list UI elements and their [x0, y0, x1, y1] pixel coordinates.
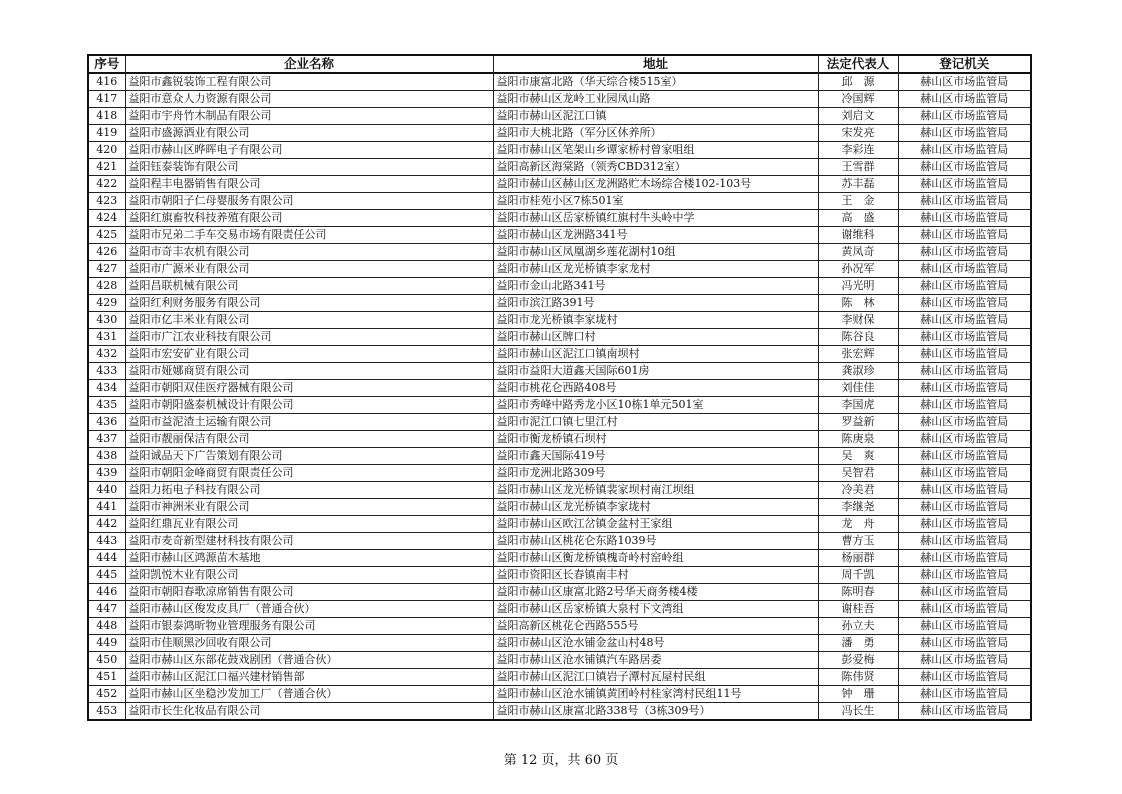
cell-rep: 冷美君 [818, 482, 898, 499]
cell-authority: 赫山区市场监管局 [898, 516, 1031, 533]
cell-seq: 441 [88, 499, 125, 516]
table-row [88, 499, 1031, 516]
cell-address: 益阳市鑫天国际419号 [493, 448, 818, 465]
cell-seq: 452 [88, 686, 125, 703]
table-row [88, 516, 1031, 533]
cell-seq: 446 [88, 584, 125, 601]
cell-rep: 周千凯 [818, 567, 898, 584]
cell-rep: 李彩连 [818, 142, 898, 159]
table-row [88, 91, 1031, 108]
cell-address: 益阳市泥江口镇七里江村 [493, 414, 818, 431]
header-seq: 序号 [88, 55, 125, 73]
table-row [88, 295, 1031, 312]
cell-authority: 赫山区市场监管局 [898, 601, 1031, 618]
cell-rep: 李财保 [818, 312, 898, 329]
cell-address: 益阳市桂苑小区7栋501室 [493, 193, 818, 210]
cell-seq: 426 [88, 244, 125, 261]
cell-rep: 邱 源 [818, 73, 898, 91]
header-address: 地址 [493, 55, 818, 73]
cell-authority: 赫山区市场监管局 [898, 414, 1031, 431]
cell-seq: 453 [88, 703, 125, 721]
cell-seq: 447 [88, 601, 125, 618]
cell-address: 益阳市赫山区衡龙桥镇槐奇岭村窑岭组 [493, 550, 818, 567]
cell-address: 益阳市赫山区泥江口镇岩子潭村瓦屋村民组 [493, 669, 818, 686]
table-row [88, 397, 1031, 414]
cell-name: 益阳昌联机械有限公司 [125, 278, 493, 295]
cell-rep: 孙况军 [818, 261, 898, 278]
cell-seq: 449 [88, 635, 125, 652]
cell-seq: 433 [88, 363, 125, 380]
cell-address: 益阳市赫山区赫山区龙洲路贮木场综合楼102-103号 [493, 176, 818, 193]
cell-address: 益阳市赫山区泥江口镇南坝村 [493, 346, 818, 363]
cell-name: 益阳市宇舟竹木制品有限公司 [125, 108, 493, 125]
table-row [88, 567, 1031, 584]
cell-name: 益阳红旗畜牧科技养殖有限公司 [125, 210, 493, 227]
cell-address: 益阳市赫山区凤凰湖乡莲花湖村10组 [493, 244, 818, 261]
cell-name: 益阳市兄弟二手车交易市场有限责任公司 [125, 227, 493, 244]
table-row [88, 652, 1031, 669]
cell-rep: 刘启文 [818, 108, 898, 125]
cell-rep: 彭爱梅 [818, 652, 898, 669]
cell-seq: 429 [88, 295, 125, 312]
cell-authority: 赫山区市场监管局 [898, 533, 1031, 550]
cell-name: 益阳市朝阳子仁母婴服务有限公司 [125, 193, 493, 210]
table-row [88, 312, 1031, 329]
cell-address: 益阳市赫山区沧水铺镇黄团岭村桂家湾村民组11号 [493, 686, 818, 703]
cell-address: 益阳市赫山区欧江岔镇金盆村王家组 [493, 516, 818, 533]
table-header-row [88, 55, 1031, 73]
cell-seq: 445 [88, 567, 125, 584]
cell-address: 益阳高新区海棠路（领秀CBD312室） [493, 159, 818, 176]
cell-name: 益阳诚品天下广告策划有限公司 [125, 448, 493, 465]
table-row [88, 618, 1031, 635]
cell-address: 益阳市金山北路341号 [493, 278, 818, 295]
cell-rep: 钟 珊 [818, 686, 898, 703]
cell-address: 益阳市赫山区康富北路2号华天商务楼4楼 [493, 584, 818, 601]
table-row [88, 73, 1031, 91]
table-row [88, 227, 1031, 244]
cell-rep: 冷国辉 [818, 91, 898, 108]
cell-address: 益阳市大桃北路（军分区休养所） [493, 125, 818, 142]
cell-address: 益阳市资阳区长春镇南丰村 [493, 567, 818, 584]
cell-address: 益阳市赫山区岳家桥镇红旗村牛头岭中学 [493, 210, 818, 227]
cell-seq: 442 [88, 516, 125, 533]
cell-rep: 潘 勇 [818, 635, 898, 652]
cell-name: 益阳市银泰鸿昕物业管理服务有限公司 [125, 618, 493, 635]
cell-name: 益阳力拓电子科技有限公司 [125, 482, 493, 499]
cell-authority: 赫山区市场监管局 [898, 329, 1031, 346]
cell-name: 益阳市麦奇新型建材科技有限公司 [125, 533, 493, 550]
cell-name: 益阳市赫山区泥江口福兴建材销售部 [125, 669, 493, 686]
cell-seq: 418 [88, 108, 125, 125]
cell-address: 益阳市龙洲北路309号 [493, 465, 818, 482]
cell-rep: 吴智君 [818, 465, 898, 482]
table-row [88, 635, 1031, 652]
cell-address: 益阳市赫山区康富北路338号（3栋309号） [493, 703, 818, 721]
page-number: 第 12 页，共 60 页 [503, 753, 619, 768]
cell-authority: 赫山区市场监管局 [898, 159, 1031, 176]
cell-rep: 谢桂吾 [818, 601, 898, 618]
cell-authority: 赫山区市场监管局 [898, 125, 1031, 142]
cell-name: 益阳市朝阳春歌凉席销售有限公司 [125, 584, 493, 601]
cell-name: 益阳市神洲米业有限公司 [125, 499, 493, 516]
cell-seq: 424 [88, 210, 125, 227]
cell-seq: 444 [88, 550, 125, 567]
cell-rep: 冯长生 [818, 703, 898, 721]
table-row [88, 414, 1031, 431]
table-row [88, 465, 1031, 482]
table-row [88, 176, 1031, 193]
cell-seq: 419 [88, 125, 125, 142]
cell-authority: 赫山区市场监管局 [898, 91, 1031, 108]
table-row [88, 431, 1031, 448]
cell-seq: 431 [88, 329, 125, 346]
cell-rep: 罗益新 [818, 414, 898, 431]
table-row [88, 329, 1031, 346]
table-row [88, 482, 1031, 499]
table-row [88, 669, 1031, 686]
cell-authority: 赫山区市场监管局 [898, 703, 1031, 721]
table-row [88, 244, 1031, 261]
cell-name: 益阳市鑫锐装饰工程有限公司 [125, 73, 493, 91]
table-row [88, 261, 1031, 278]
cell-seq: 434 [88, 380, 125, 397]
cell-rep: 龚淑珍 [818, 363, 898, 380]
cell-authority: 赫山区市场监管局 [898, 499, 1031, 516]
cell-name: 益阳市亿丰米业有限公司 [125, 312, 493, 329]
cell-name: 益阳钰泰装饰有限公司 [125, 159, 493, 176]
cell-address: 益阳市秀峰中路秀龙小区10栋1单元501室 [493, 397, 818, 414]
cell-authority: 赫山区市场监管局 [898, 652, 1031, 669]
cell-authority: 赫山区市场监管局 [898, 482, 1031, 499]
cell-authority: 赫山区市场监管局 [898, 193, 1031, 210]
cell-name: 益阳凯悦木业有限公司 [125, 567, 493, 584]
cell-name: 益阳市广江农业科技有限公司 [125, 329, 493, 346]
cell-address: 益阳市滨江路391号 [493, 295, 818, 312]
cell-rep: 龙 舟 [818, 516, 898, 533]
cell-address: 益阳市赫山区岳家桥镇大泉村下文湾组 [493, 601, 818, 618]
table-row [88, 159, 1031, 176]
cell-authority: 赫山区市场监管局 [898, 397, 1031, 414]
cell-address: 益阳市赫山区牌口村 [493, 329, 818, 346]
cell-authority: 赫山区市场监管局 [898, 584, 1031, 601]
cell-rep: 刘佳佳 [818, 380, 898, 397]
table-row [88, 550, 1031, 567]
cell-name: 益阳市朝阳双佳医疗器械有限公司 [125, 380, 493, 397]
cell-name: 益阳市赫山区东部花鼓戏剧团（普通合伙） [125, 652, 493, 669]
cell-rep: 谢维科 [818, 227, 898, 244]
cell-seq: 439 [88, 465, 125, 482]
cell-seq: 448 [88, 618, 125, 635]
table-row [88, 448, 1031, 465]
cell-seq: 423 [88, 193, 125, 210]
cell-rep: 高 盛 [818, 210, 898, 227]
cell-rep: 杨丽群 [818, 550, 898, 567]
cell-authority: 赫山区市场监管局 [898, 312, 1031, 329]
cell-rep: 宋发亮 [818, 125, 898, 142]
cell-authority: 赫山区市场监管局 [898, 567, 1031, 584]
cell-rep: 张宏辉 [818, 346, 898, 363]
cell-name: 益阳程丰电器销售有限公司 [125, 176, 493, 193]
cell-authority: 赫山区市场监管局 [898, 465, 1031, 482]
cell-address: 益阳市龙光桥镇李家垅村 [493, 312, 818, 329]
cell-name: 益阳市娅娜商贸有限公司 [125, 363, 493, 380]
cell-rep: 吴 爽 [818, 448, 898, 465]
table-row [88, 210, 1031, 227]
table-row [88, 193, 1031, 210]
cell-authority: 赫山区市场监管局 [898, 448, 1031, 465]
cell-seq: 427 [88, 261, 125, 278]
cell-rep: 陈伟贤 [818, 669, 898, 686]
cell-name: 益阳市赫山区鸿源苗木基地 [125, 550, 493, 567]
table-row [88, 584, 1031, 601]
table-row [88, 533, 1031, 550]
cell-authority: 赫山区市场监管局 [898, 261, 1031, 278]
table-row [88, 363, 1031, 380]
cell-name: 益阳市赫山区晔晖电子有限公司 [125, 142, 493, 159]
cell-rep: 孙立夫 [818, 618, 898, 635]
cell-name: 益阳市佳顺黑沙回收有限公司 [125, 635, 493, 652]
table-row [88, 142, 1031, 159]
cell-seq: 450 [88, 652, 125, 669]
cell-rep: 苏丰磊 [818, 176, 898, 193]
cell-address: 益阳市赫山区沧水铺镇汽车路居委 [493, 652, 818, 669]
cell-name: 益阳市宏安矿业有限公司 [125, 346, 493, 363]
cell-authority: 赫山区市场监管局 [898, 295, 1031, 312]
cell-name: 益阳市朝阳盛泰机械设计有限公司 [125, 397, 493, 414]
cell-rep: 王雪群 [818, 159, 898, 176]
cell-authority: 赫山区市场监管局 [898, 686, 1031, 703]
cell-seq: 437 [88, 431, 125, 448]
cell-authority: 赫山区市场监管局 [898, 176, 1031, 193]
cell-authority: 赫山区市场监管局 [898, 618, 1031, 635]
cell-address: 益阳市赫山区龙光桥镇李家垅村 [493, 499, 818, 516]
cell-name: 益阳市靓丽保洁有限公司 [125, 431, 493, 448]
enterprise-table [87, 54, 1032, 721]
table-row [88, 125, 1031, 142]
cell-address: 益阳市赫山区桃花仑东路1039号 [493, 533, 818, 550]
table-row [88, 108, 1031, 125]
cell-rep: 曹方玉 [818, 533, 898, 550]
cell-authority: 赫山区市场监管局 [898, 210, 1031, 227]
cell-rep: 王 金 [818, 193, 898, 210]
header-authority: 登记机关 [898, 55, 1031, 73]
cell-name: 益阳市长生化妆品有限公司 [125, 703, 493, 721]
cell-authority: 赫山区市场监管局 [898, 431, 1031, 448]
cell-seq: 443 [88, 533, 125, 550]
cell-seq: 428 [88, 278, 125, 295]
cell-authority: 赫山区市场监管局 [898, 550, 1031, 567]
table-body [88, 73, 1031, 720]
cell-address: 益阳市赫山区龙光桥镇裴家坝村南江坝组 [493, 482, 818, 499]
cell-address: 益阳市康富北路（华天综合楼515室） [493, 73, 818, 91]
cell-authority: 赫山区市场监管局 [898, 73, 1031, 91]
cell-name: 益阳红利财务服务有限公司 [125, 295, 493, 312]
cell-seq: 436 [88, 414, 125, 431]
cell-name: 益阳市益泥渣土运输有限公司 [125, 414, 493, 431]
cell-name: 益阳市朝阳金峰商贸有限责任公司 [125, 465, 493, 482]
cell-seq: 451 [88, 669, 125, 686]
cell-name: 益阳市广源米业有限公司 [125, 261, 493, 278]
cell-rep: 黄凤奇 [818, 244, 898, 261]
cell-seq: 416 [88, 73, 125, 91]
cell-rep: 陈 林 [818, 295, 898, 312]
cell-address: 益阳市赫山区龙洲路341号 [493, 227, 818, 244]
cell-name: 益阳市赫山区俊发皮具厂（普通合伙） [125, 601, 493, 618]
table-row [88, 686, 1031, 703]
cell-authority: 赫山区市场监管局 [898, 635, 1031, 652]
cell-seq: 425 [88, 227, 125, 244]
cell-address: 益阳高新区桃花仑西路555号 [493, 618, 818, 635]
header-name: 企业名称 [125, 55, 493, 73]
cell-address: 益阳市赫山区龙岭工业园凤山路 [493, 91, 818, 108]
table-row [88, 703, 1031, 721]
cell-name: 益阳市意众人力资源有限公司 [125, 91, 493, 108]
cell-authority: 赫山区市场监管局 [898, 227, 1031, 244]
cell-authority: 赫山区市场监管局 [898, 244, 1031, 261]
cell-seq: 421 [88, 159, 125, 176]
cell-seq: 438 [88, 448, 125, 465]
table-row [88, 346, 1031, 363]
cell-name: 益阳红鼎瓦业有限公司 [125, 516, 493, 533]
cell-authority: 赫山区市场监管局 [898, 142, 1031, 159]
table-row [88, 278, 1031, 295]
cell-authority: 赫山区市场监管局 [898, 108, 1031, 125]
cell-address: 益阳市赫山区沧水铺金盆山村48号 [493, 635, 818, 652]
cell-address: 益阳市桃花仑西路408号 [493, 380, 818, 397]
cell-seq: 440 [88, 482, 125, 499]
cell-name: 益阳市盛源酒业有限公司 [125, 125, 493, 142]
cell-name: 益阳市奇丰农机有限公司 [125, 244, 493, 261]
cell-address: 益阳市赫山区龙光桥镇李家龙村 [493, 261, 818, 278]
header-rep: 法定代表人 [818, 55, 898, 73]
cell-rep: 陈谷良 [818, 329, 898, 346]
cell-authority: 赫山区市场监管局 [898, 346, 1031, 363]
cell-authority: 赫山区市场监管局 [898, 380, 1031, 397]
cell-authority: 赫山区市场监管局 [898, 669, 1031, 686]
cell-seq: 417 [88, 91, 125, 108]
cell-seq: 430 [88, 312, 125, 329]
cell-rep: 李继尧 [818, 499, 898, 516]
cell-authority: 赫山区市场监管局 [898, 278, 1031, 295]
cell-address: 益阳市赫山区笔架山乡谭家桥村曾家咀组 [493, 142, 818, 159]
cell-address: 益阳市赫山区泥江口镇 [493, 108, 818, 125]
cell-seq: 432 [88, 346, 125, 363]
cell-seq: 420 [88, 142, 125, 159]
cell-seq: 422 [88, 176, 125, 193]
cell-authority: 赫山区市场监管局 [898, 363, 1031, 380]
cell-address: 益阳市衡龙桥镇石坝村 [493, 431, 818, 448]
cell-rep: 陈庚泉 [818, 431, 898, 448]
table-row [88, 601, 1031, 618]
cell-rep: 陈明春 [818, 584, 898, 601]
cell-address: 益阳市益阳大道鑫天国际601房 [493, 363, 818, 380]
cell-name: 益阳市赫山区坐稳沙发加工厂（普通合伙） [125, 686, 493, 703]
cell-rep: 冯光明 [818, 278, 898, 295]
cell-seq: 435 [88, 397, 125, 414]
cell-rep: 李国虎 [818, 397, 898, 414]
table-row [88, 380, 1031, 397]
